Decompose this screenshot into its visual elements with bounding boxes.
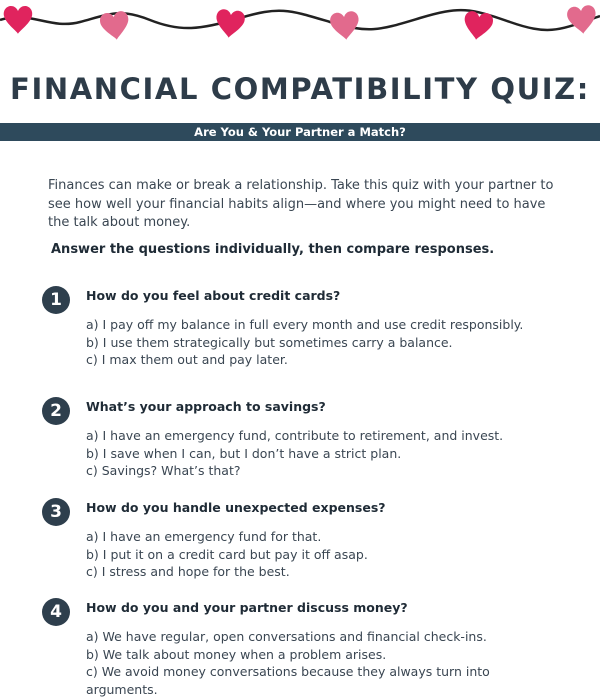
question-number-badge: 2 bbox=[42, 397, 70, 425]
heart-icon bbox=[329, 11, 360, 42]
question-number-badge: 1 bbox=[42, 286, 70, 314]
question-text: What’s your approach to savings? bbox=[86, 399, 326, 414]
answer-option: b) We talk about money when a problem arises. bbox=[86, 646, 387, 662]
answer-option: c) I max them out and pay later. bbox=[86, 352, 288, 367]
answer-option: c) I stress and hope for the best. bbox=[86, 564, 290, 579]
question-number-badge: 4 bbox=[42, 598, 70, 626]
intro-paragraph: Finances can make or break a relationship. Take this quiz with your partner to see how well your financial habits align—and where you might need to have the talk about money. bbox=[48, 178, 554, 230]
question-text: How do you feel about credit cards? bbox=[86, 288, 341, 303]
answer-option: b) I save when I can, but I don’t have a strict plan. bbox=[86, 445, 402, 461]
answer-list bbox=[86, 427, 526, 480]
answer-option: a) I have an emergency fund, contribute to retirement, and invest. bbox=[86, 428, 504, 443]
heart-icon bbox=[462, 10, 494, 42]
answer-list bbox=[86, 528, 526, 581]
answer-option: a) I pay off my balance in full every month and use credit responsibly. bbox=[86, 317, 524, 332]
instructions: Answer the questions individually, then compare responses. bbox=[51, 242, 495, 257]
heart-icon bbox=[214, 9, 245, 40]
answer-list bbox=[86, 628, 526, 698]
question-text: How do you handle unexpected expenses? bbox=[86, 500, 386, 515]
answer-option: a) I have an emergency fund for that. bbox=[86, 529, 322, 544]
subtitle-banner: Are You & Your Partner a Match? bbox=[0, 123, 600, 141]
answer-option: a) We have regular, open conversations and financial check-ins. bbox=[86, 629, 487, 644]
question-text: How do you and your partner discuss money? bbox=[86, 600, 408, 615]
answer-option: c) We avoid money conversations because they always turn into arguments. bbox=[86, 664, 490, 697]
question-number-badge: 3 bbox=[42, 498, 70, 526]
heart-icon bbox=[566, 5, 597, 36]
heart-icon bbox=[99, 10, 131, 42]
answer-option: b) I put it on a credit card but pay it off asap. bbox=[86, 546, 368, 562]
answer-option: b) I use them strategically but sometimes carry a balance. bbox=[86, 334, 453, 350]
answer-option: c) Savings? What’s that? bbox=[86, 463, 241, 478]
heart-garland-icon bbox=[0, 0, 600, 56]
heart-icon bbox=[4, 6, 32, 34]
garland-string bbox=[0, 10, 600, 30]
answer-list bbox=[86, 316, 526, 369]
page-title: FINANCIAL COMPATIBILITY QUIZ: bbox=[10, 72, 590, 106]
